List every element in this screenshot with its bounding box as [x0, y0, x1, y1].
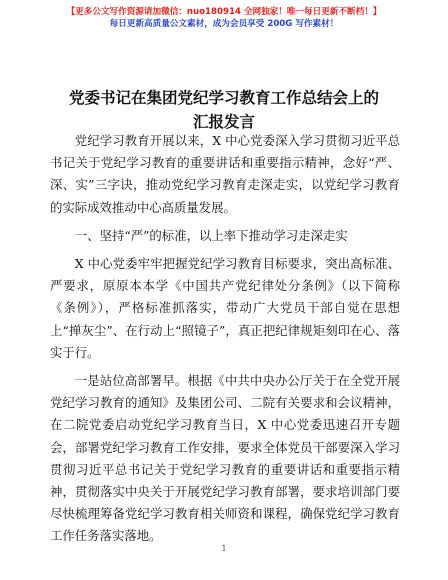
section-heading: 一、坚持“严”的标准，以上率下推动学习走深走实	[74, 227, 348, 243]
page-number: 1	[221, 544, 227, 553]
intro-paragraph: 党纪学习教育开展以来，X 中心党委深入学习贯彻习近平总书记关于党纪学习教育的重要讲话和重要指示精神，念好“严、深、实”三字诀，推动党纪学习教育走深走实，以党纪学习教育的实际成效推动中心高质量发展。	[50, 133, 400, 215]
body-paragraph: X 中心党委牢牢把握党纪学习教育目标要求，突出高标准、严要求，原原本本学《中国共产党纪律处分条例》（以下简称《条例》），严格标准抓落实，带动广大党员干部自觉在思想上“掸灰尘”、在行动上“照镜子”，真正把纪律规矩刻印在心、落实于行。	[50, 256, 400, 360]
body-paragraph: 一是站位高部署早。根据《中共中央办公厅关于在全党开展党纪学习教育的通知》及集团公司、二院有关要求和会议精神，在二院党委启动党纪学习教育当日，X 中心党委迅速召开专题会，部署党纪学习教育工作安排，要求全体党员干部要深入学习贯彻习近平总书记关于党纪学习教育的重要讲话和重要指示精神，贯彻落实中央关于开展党纪学习教育部署，要求培训部门要尽快梳理筹备党纪学习教育相关师资和课程，确保党纪学习教育工作任务落实落地。	[50, 373, 400, 544]
document-title	[40, 86, 408, 134]
title-line-1: 党委书记在集团党纪学习教育工作总结会上的	[68, 89, 379, 107]
promo-banner	[0, 6, 448, 30]
document-body	[50, 130, 400, 554]
promo-line-1: 【更多公文写作资源请加微信：nuo180914 全网独家！唯一每日更新不断档！】	[66, 7, 382, 17]
promo-line-2: 每日更新高质量公文素材，成为会员享受 200G 写作素材！	[109, 19, 339, 29]
title-line-2: 汇报发言	[192, 113, 255, 131]
